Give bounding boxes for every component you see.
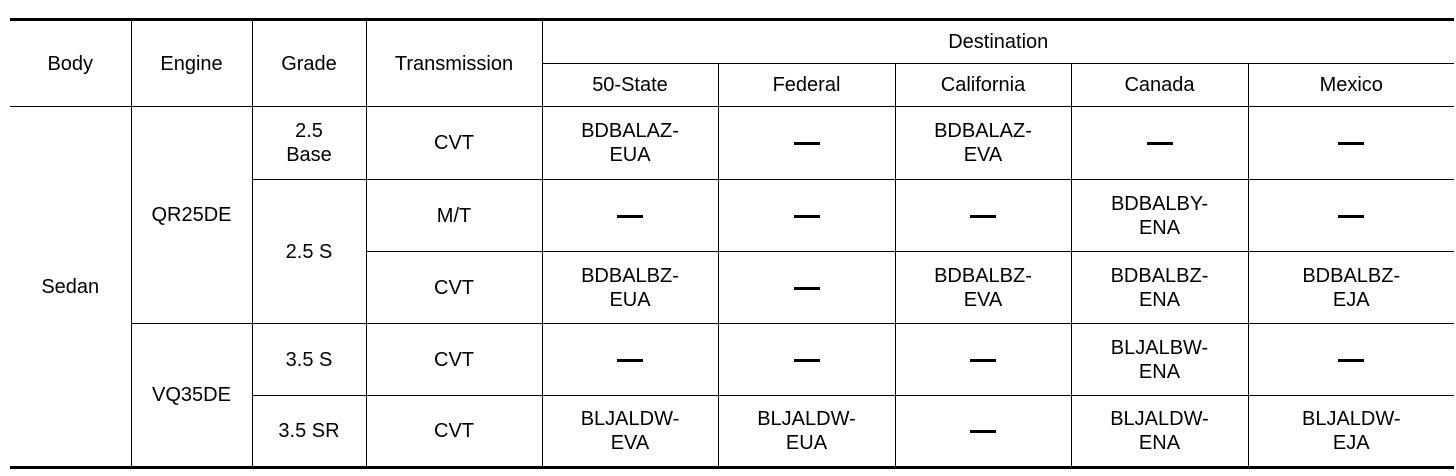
- grade-cell-2-5-s: 2.5 S: [252, 180, 366, 324]
- dash-mark: [794, 215, 820, 218]
- engine-cell-vq35de: VQ35DE: [131, 324, 252, 468]
- header-destination-california: California: [895, 64, 1071, 107]
- model-code: BLJALDW- ENA: [1110, 408, 1209, 454]
- model-code: BLJALDW- EUA: [757, 408, 856, 454]
- transmission-cell: CVT: [366, 396, 542, 468]
- model-code: BDBALAZ- EUA: [581, 120, 679, 166]
- header-transmission: Transmission: [366, 20, 542, 107]
- header-destination-federal: Federal: [718, 64, 895, 107]
- transmission-cell: M/T: [366, 180, 542, 252]
- code-cell: [1248, 107, 1454, 180]
- dash-mark: [970, 215, 996, 218]
- table-row: [10, 107, 1454, 180]
- model-code: BDBALBZ- EVA: [934, 264, 1032, 311]
- code-cell: [718, 107, 895, 180]
- dash-mark: [794, 287, 820, 290]
- code-cell: [1071, 180, 1248, 252]
- dash-mark: [1338, 142, 1364, 145]
- dash-mark: [617, 215, 643, 218]
- grade-cell-2-5-base: [252, 107, 366, 180]
- dash-mark: [970, 359, 996, 362]
- code-cell: [1071, 324, 1248, 396]
- dash-mark: [794, 359, 820, 362]
- code-cell: [1248, 252, 1454, 324]
- model-code-table: [10, 18, 1454, 469]
- dash-mark: [617, 359, 643, 362]
- code-cell: [542, 324, 718, 396]
- body-type-cell: Sedan: [10, 107, 131, 468]
- code-cell: [895, 252, 1071, 324]
- code-cell: [1248, 324, 1454, 396]
- table-row: [10, 324, 1454, 396]
- grade-cell-3-5-sr: 3.5 SR: [252, 396, 366, 468]
- dash-mark: [970, 430, 996, 433]
- code-cell: [718, 396, 895, 468]
- header-row-1: [10, 20, 1454, 64]
- code-cell: [542, 180, 718, 252]
- header-destination: Destination: [542, 20, 1454, 64]
- dash-mark: [1338, 215, 1364, 218]
- code-cell: [1071, 252, 1248, 324]
- code-cell: [1248, 180, 1454, 252]
- transmission-cell: CVT: [366, 107, 542, 180]
- code-cell: [895, 324, 1071, 396]
- model-code: BDBALBZ- ENA: [1110, 264, 1209, 311]
- header-destination-mexico: Mexico: [1248, 64, 1454, 107]
- header-destination-50-state: 50-State: [542, 64, 718, 107]
- dash-mark: [794, 142, 820, 145]
- code-cell: [718, 180, 895, 252]
- model-code: BDBALBZ- EJA: [1302, 264, 1401, 311]
- code-cell: [718, 324, 895, 396]
- code-cell: [1071, 107, 1248, 180]
- code-cell: [542, 252, 718, 324]
- grade-cell-3-5-s: 3.5 S: [252, 324, 366, 396]
- engine-cell-qr25de: QR25DE: [131, 107, 252, 324]
- dash-mark: [1338, 359, 1364, 362]
- model-code: BDBALAZ- EVA: [934, 120, 1032, 166]
- code-cell: [542, 396, 718, 468]
- code-cell: [542, 107, 718, 180]
- code-cell: [895, 396, 1071, 468]
- dash-mark: [1147, 142, 1173, 145]
- code-cell: [718, 252, 895, 324]
- header-destination-canada: Canada: [1071, 64, 1248, 107]
- transmission-cell: CVT: [366, 252, 542, 324]
- code-cell: [895, 180, 1071, 252]
- transmission-cell: CVT: [366, 324, 542, 396]
- model-code: BDBALBZ- EUA: [581, 264, 679, 311]
- header-body: Body: [10, 20, 131, 107]
- header-engine: Engine: [131, 20, 252, 107]
- code-cell: [1071, 396, 1248, 468]
- model-code: BLJALDW- EJA: [1301, 408, 1401, 454]
- model-code: BDBALBY- ENA: [1110, 192, 1209, 239]
- code-cell: [1248, 396, 1454, 468]
- header-grade: Grade: [252, 20, 366, 107]
- code-cell: [895, 107, 1071, 180]
- grade-text: 2.5 Base: [286, 120, 332, 166]
- model-code: BLJALBW- ENA: [1110, 336, 1209, 383]
- model-code: BLJALDW- EVA: [580, 408, 680, 454]
